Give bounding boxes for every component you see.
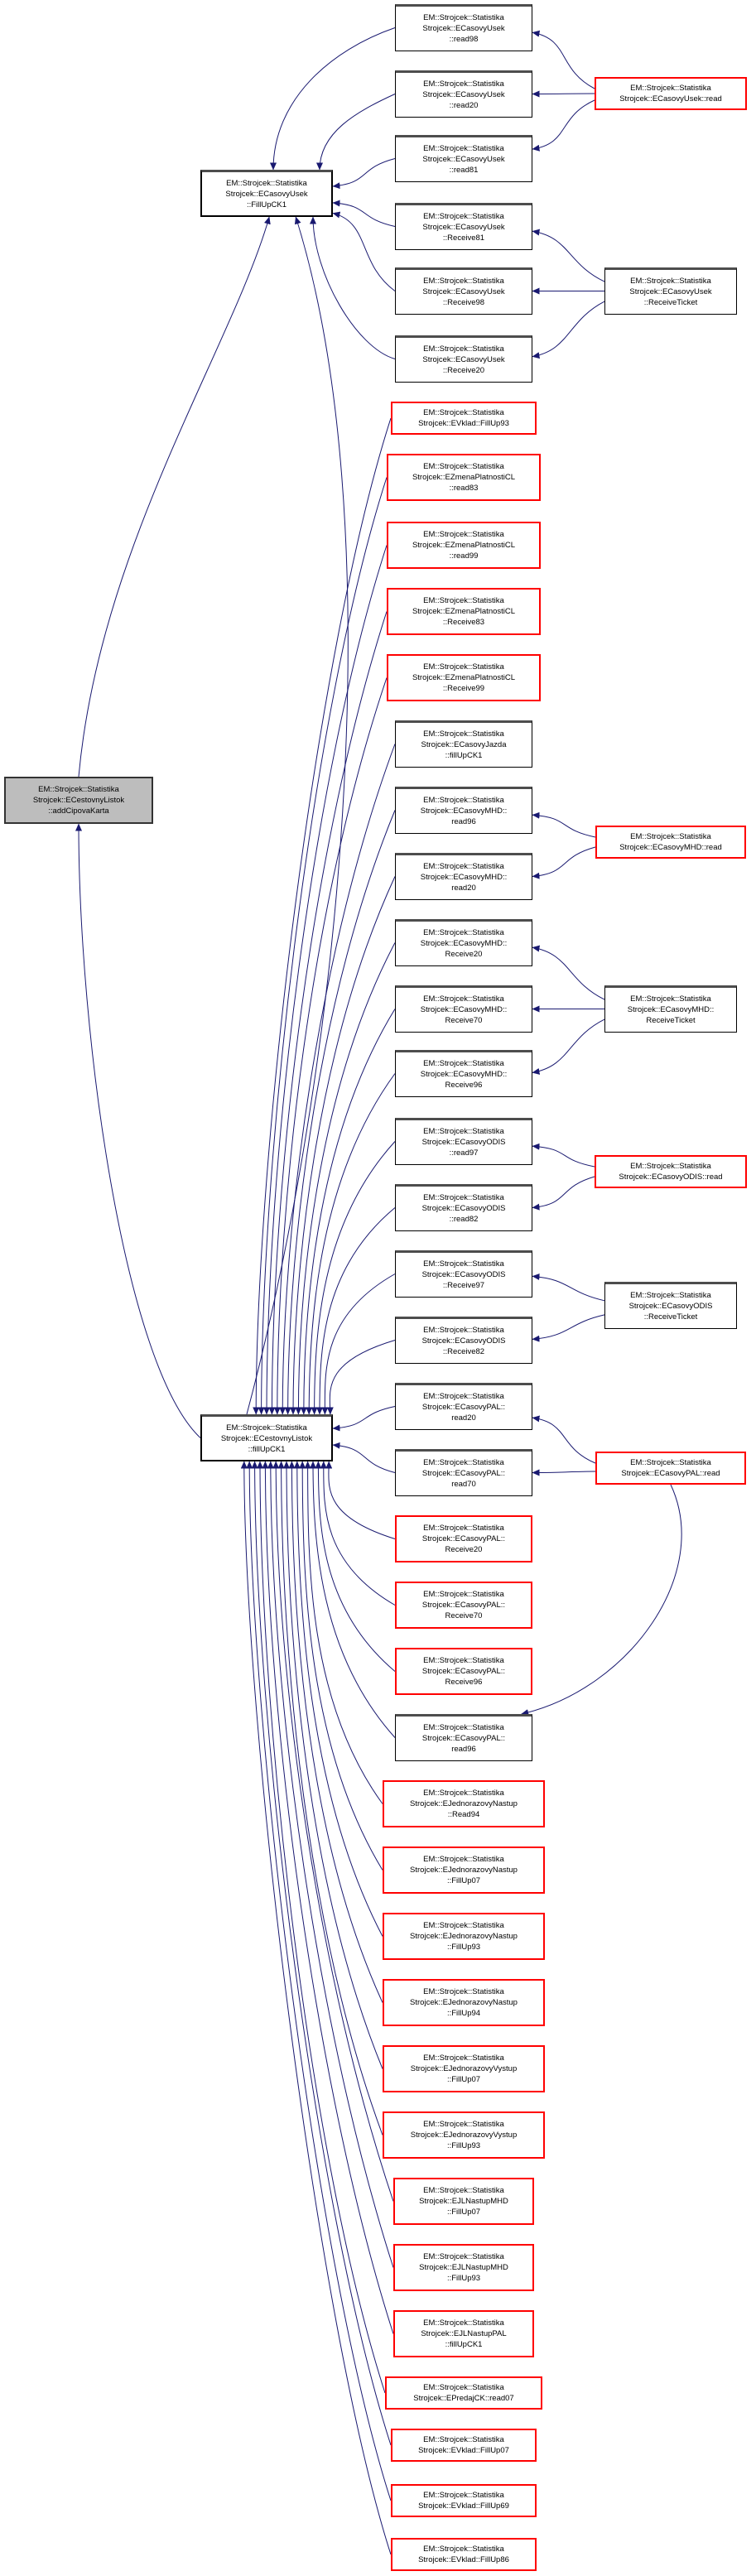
node-label-line: EM::Strojcek::Statistika bbox=[423, 2435, 504, 2444]
node-label-line: Strojcek::ECasovyODIS bbox=[421, 1270, 506, 1279]
graph-node-n31[interactable] bbox=[383, 1979, 545, 2026]
node-label-line: Strojcek::EJednorazovyNastup bbox=[410, 1932, 518, 1941]
node-label-line: EM::Strojcek::Statistika bbox=[423, 530, 504, 539]
node-label-line: ::Receive99 bbox=[442, 684, 485, 693]
node-label-line: Receive96 bbox=[445, 1081, 483, 1090]
node-label-line: ::ReceiveTicket bbox=[643, 1312, 698, 1322]
node-label-line: Strojcek::EVklad::FillUp93 bbox=[418, 419, 509, 428]
node-label-line: Strojcek::EJednorazovyNastup bbox=[410, 1866, 518, 1875]
graph-edge bbox=[333, 159, 395, 186]
node-label-line: ::read98 bbox=[449, 35, 479, 44]
graph-edge bbox=[304, 1009, 395, 1415]
node-label-line: ::ReceiveTicket bbox=[643, 298, 698, 307]
node-label-line: Strojcek::EJLNastupMHD bbox=[419, 2263, 508, 2272]
graph-edge bbox=[532, 1146, 595, 1167]
node-label-line: ::Receive97 bbox=[442, 1281, 485, 1290]
node-label-line: EM::Strojcek::Statistika bbox=[423, 2054, 504, 2063]
graph-node-n40[interactable] bbox=[391, 2538, 537, 2571]
graph-node-n3[interactable] bbox=[395, 135, 532, 182]
graph-edge bbox=[325, 1274, 395, 1415]
node-label-line: Strojcek::ECasovyPAL:: bbox=[421, 1534, 506, 1543]
node-label-line: Strojcek::ECasovyPAL:: bbox=[421, 1469, 506, 1478]
graph-node-h0 bbox=[4, 777, 153, 824]
node-label-line: ::read83 bbox=[449, 484, 479, 493]
node-label-line: EM::Strojcek::Statistika bbox=[423, 2120, 504, 2129]
node-label-line: EM::Strojcek::Statistika bbox=[423, 344, 504, 354]
graph-node-n28[interactable] bbox=[383, 1780, 545, 1827]
graph-edge bbox=[532, 815, 595, 837]
graph-edge bbox=[297, 1461, 383, 1937]
graph-edge bbox=[267, 546, 387, 1415]
node-label-line: EM::Strojcek::Statistika bbox=[423, 596, 504, 605]
graph-node-n24[interactable] bbox=[395, 1515, 532, 1562]
node-label-line: Receive96 bbox=[445, 1678, 483, 1687]
node-label-line: EM::Strojcek::Statistika bbox=[423, 1524, 504, 1533]
graph-edge bbox=[282, 1461, 383, 2135]
node-label-line: ::FillUp93 bbox=[446, 1943, 481, 1952]
graph-edge bbox=[333, 203, 395, 227]
node-label-line: ::Receive83 bbox=[442, 618, 485, 627]
graph-node-n10[interactable] bbox=[387, 588, 541, 635]
graph-edge bbox=[532, 231, 604, 282]
node-label-line: EM::Strojcek::Statistika bbox=[423, 2318, 504, 2328]
node-label-line: Strojcek::ECasovyUsek bbox=[225, 189, 308, 199]
node-label-line: Strojcek::EJLNastupMHD bbox=[419, 2197, 508, 2206]
node-label-line: ::Read94 bbox=[447, 1810, 480, 1819]
graph-node-h1[interactable] bbox=[200, 170, 333, 217]
graph-node-n38[interactable] bbox=[391, 2429, 537, 2462]
node-label-line: EM::Strojcek::Statistika bbox=[630, 832, 711, 841]
node-label-line: ::Receive20 bbox=[442, 366, 485, 375]
node-label-line: EM::Strojcek::Statistika bbox=[423, 796, 504, 805]
node-label-line: EM::Strojcek::Statistika bbox=[423, 1789, 504, 1798]
graph-edge bbox=[333, 1407, 395, 1429]
graph-edge bbox=[333, 1445, 395, 1472]
graph-edge bbox=[532, 1418, 595, 1463]
node-label-line: EM::Strojcek::Statistika bbox=[423, 1127, 504, 1136]
node-label-line: Strojcek::EVklad::FillUp86 bbox=[418, 2555, 509, 2564]
node-label-line: Strojcek::ECasovyUsek bbox=[422, 24, 505, 33]
graph-node-n8[interactable] bbox=[387, 454, 541, 501]
graph-node-n36[interactable] bbox=[393, 2310, 534, 2357]
graph-edge bbox=[532, 100, 595, 149]
node-label-line: ::FillUp07 bbox=[446, 1876, 481, 1885]
graph-edge bbox=[329, 1461, 395, 1539]
node-label-line: EM::Strojcek::Statistika bbox=[630, 277, 711, 286]
node-label-line: Receive20 bbox=[445, 950, 483, 959]
node-label-line: Receive20 bbox=[445, 1545, 483, 1554]
node-label-line: EM::Strojcek::Statistika bbox=[38, 785, 119, 794]
node-label-line: EM::Strojcek::Statistika bbox=[630, 1291, 711, 1300]
node-label-line: Strojcek::ECasovyMHD:: bbox=[627, 1005, 715, 1014]
node-label-line: Strojcek::ECasovyPAL:: bbox=[421, 1403, 506, 1412]
graph-node-n26[interactable] bbox=[395, 1648, 532, 1695]
graph-node-n21[interactable] bbox=[395, 1317, 532, 1364]
node-label-line: EM::Strojcek::Statistika bbox=[423, 1193, 504, 1202]
graph-node-n6[interactable] bbox=[395, 335, 532, 383]
graph-edge bbox=[313, 217, 395, 359]
graph-node-rA[interactable] bbox=[595, 77, 747, 110]
graph-node-rD[interactable] bbox=[604, 985, 737, 1033]
node-label-line: EM::Strojcek::Statistika bbox=[423, 1392, 504, 1401]
graph-edge bbox=[532, 32, 595, 89]
graph-node-n1[interactable] bbox=[395, 4, 532, 51]
node-label-line: EM::Strojcek::Statistika bbox=[423, 1921, 504, 1930]
node-label-line: Strojcek::ECestovnyListok bbox=[220, 1433, 313, 1443]
node-label-line: ::FillUp93 bbox=[446, 2141, 481, 2150]
node-label-line: Strojcek::EVklad::FillUp07 bbox=[418, 2446, 509, 2455]
node-label-line: EM::Strojcek::Statistika bbox=[423, 1259, 504, 1269]
node-label-line: EM::Strojcek::Statistika bbox=[423, 408, 504, 417]
graph-node-n14[interactable] bbox=[395, 853, 532, 900]
node-label-line: ::fillUpCK1 bbox=[445, 751, 483, 760]
node-label-line: EM::Strojcek::Statistika bbox=[423, 144, 504, 153]
node-label-line: Strojcek::ECasovyODIS bbox=[421, 1204, 506, 1213]
node-label-line: Strojcek::ECasovyJazda bbox=[421, 740, 507, 749]
graph-node-n16[interactable] bbox=[395, 985, 532, 1033]
graph-edge bbox=[308, 1461, 383, 1804]
node-label-line: read20 bbox=[451, 1413, 476, 1423]
node-label-line: Strojcek::ECasovyMHD::read bbox=[619, 843, 722, 852]
node-label-line: Strojcek::ECasovyUsek bbox=[422, 355, 505, 364]
node-label-line: Strojcek::ECasovyMHD:: bbox=[420, 1005, 508, 1014]
node-label-line: EM::Strojcek::Statistika bbox=[423, 212, 504, 221]
node-label-line: EM::Strojcek::Statistika bbox=[423, 994, 504, 1004]
graph-node-n27[interactable] bbox=[395, 1714, 532, 1761]
graph-edge bbox=[79, 217, 269, 777]
graph-edge bbox=[318, 1461, 395, 1672]
node-label-line: ReceiveTicket bbox=[646, 1016, 696, 1025]
graph-edge bbox=[320, 94, 395, 171]
graph-node-n5[interactable] bbox=[395, 267, 532, 315]
node-label-line: ::read99 bbox=[449, 551, 479, 561]
graph-edge bbox=[315, 1142, 395, 1415]
graph-node-n32[interactable] bbox=[383, 2045, 545, 2092]
graph-node-rE[interactable] bbox=[595, 1155, 747, 1188]
graph-edge bbox=[320, 1208, 395, 1415]
graph-edge bbox=[532, 1019, 604, 1072]
node-label-line: EM::Strojcek::Statistika bbox=[423, 729, 504, 739]
node-label-line: Strojcek::EVklad::FillUp69 bbox=[418, 2501, 509, 2511]
node-label-line: ::read81 bbox=[449, 166, 479, 175]
graph-edge bbox=[273, 28, 395, 171]
node-label-line: EM::Strojcek::Statistika bbox=[423, 2491, 504, 2500]
graph-node-n25[interactable] bbox=[395, 1582, 532, 1629]
graph-node-n29[interactable] bbox=[383, 1847, 545, 1894]
node-label-line: EM::Strojcek::Statistika bbox=[226, 178, 307, 188]
node-label-line: read20 bbox=[451, 884, 476, 893]
node-label-line: ::Receive82 bbox=[442, 1347, 485, 1356]
node-label-line: Strojcek::ECasovyUsek bbox=[629, 287, 712, 296]
graph-node-n34[interactable] bbox=[393, 2178, 534, 2225]
graph-edge bbox=[260, 1461, 385, 2393]
node-label-line: EM::Strojcek::Statistika bbox=[423, 13, 504, 22]
graph-node-rG[interactable] bbox=[595, 1452, 746, 1485]
graph-node-n33[interactable] bbox=[383, 2111, 545, 2159]
graph-edge bbox=[271, 1461, 393, 2268]
node-label-line: Strojcek::EJednorazovyNastup bbox=[410, 1799, 518, 1808]
node-label-line: Receive70 bbox=[445, 1611, 483, 1620]
graph-edge bbox=[298, 943, 395, 1415]
node-label-line: Strojcek::ECasovyODIS bbox=[628, 1302, 713, 1311]
node-label-line: Strojcek::EZmenaPlatnostiCL bbox=[412, 473, 516, 482]
node-label-line: EM::Strojcek::Statistika bbox=[630, 994, 711, 1004]
node-label-line: ::Receive81 bbox=[442, 234, 485, 243]
graph-node-n15[interactable] bbox=[395, 919, 532, 966]
graph-node-n37[interactable] bbox=[385, 2376, 542, 2410]
node-label-line: EM::Strojcek::Statistika bbox=[423, 2252, 504, 2261]
graph-edge bbox=[532, 847, 595, 877]
graph-node-n23[interactable] bbox=[395, 1449, 532, 1496]
graph-node-n30[interactable] bbox=[383, 1913, 545, 1960]
graph-node-n39[interactable] bbox=[391, 2484, 537, 2517]
node-label-line: Strojcek::ECasovyODIS bbox=[421, 1138, 506, 1147]
graph-edge bbox=[276, 1461, 393, 2202]
graph-node-n18[interactable] bbox=[395, 1118, 532, 1165]
graph-edge bbox=[302, 1461, 383, 1871]
node-label-line: Strojcek::ECasovyPAL:: bbox=[421, 1734, 506, 1743]
node-label-line: EM::Strojcek::Statistika bbox=[423, 2545, 504, 2554]
graph-node-rB[interactable] bbox=[604, 267, 737, 315]
node-label-line: EM::Strojcek::Statistika bbox=[423, 928, 504, 937]
node-label-line: EM::Strojcek::Statistika bbox=[423, 1458, 504, 1467]
node-label-line: EM::Strojcek::Statistika bbox=[423, 1590, 504, 1599]
graph-node-n12[interactable] bbox=[395, 720, 532, 768]
node-label-line: EM::Strojcek::Statistika bbox=[423, 1059, 504, 1068]
node-label-line: EM::Strojcek::Statistika bbox=[226, 1423, 307, 1432]
graph-edge bbox=[522, 1485, 681, 1714]
node-label-line: ::read82 bbox=[449, 1215, 479, 1224]
node-label-line: Strojcek::ECasovyMHD:: bbox=[420, 1070, 508, 1079]
node-label-line: Strojcek::EJednorazovyVystup bbox=[410, 2064, 518, 2073]
node-label-line: EM::Strojcek::Statistika bbox=[423, 2383, 504, 2392]
graph-node-rF[interactable] bbox=[604, 1282, 737, 1329]
node-label-line: ::FillUp93 bbox=[446, 2274, 481, 2283]
node-label-line: Strojcek::ECasovyUsek bbox=[422, 287, 505, 296]
node-label-line: ::addCipovaKarta bbox=[48, 807, 109, 816]
node-label-line: Strojcek::ECasovyPAL:: bbox=[421, 1601, 506, 1610]
node-label-line: EM::Strojcek::Statistika bbox=[423, 79, 504, 89]
node-label-line: Strojcek::EPredajCK::read07 bbox=[413, 2394, 514, 2403]
node-label-line: EM::Strojcek::Statistika bbox=[423, 2186, 504, 2195]
node-label-line: EM::Strojcek::Statistika bbox=[423, 862, 504, 871]
graph-node-n22[interactable] bbox=[395, 1383, 532, 1430]
node-label-line: Strojcek::ECasovyMHD:: bbox=[420, 807, 508, 816]
node-label-line: EM::Strojcek::Statistika bbox=[423, 1656, 504, 1665]
node-label-line: ::fillUpCK1 bbox=[248, 1444, 286, 1454]
node-label-line: Strojcek::EJednorazovyNastup bbox=[410, 1998, 518, 2007]
node-label-line: ::FillUpCK1 bbox=[246, 200, 287, 209]
graph-node-n35[interactable] bbox=[393, 2244, 534, 2291]
node-label-line: ::read97 bbox=[449, 1148, 479, 1158]
node-label-line: ::FillUp07 bbox=[446, 2208, 481, 2217]
node-label-line: Strojcek::EJednorazovyVystup bbox=[410, 2131, 518, 2140]
graph-edge bbox=[532, 1276, 604, 1300]
node-label-line: EM::Strojcek::Statistika bbox=[630, 1458, 711, 1467]
node-label-line: Strojcek::ECasovyUsek::read bbox=[619, 94, 722, 104]
node-label-line: Strojcek::EZmenaPlatnostiCL bbox=[412, 541, 516, 550]
graph-node-n7[interactable] bbox=[391, 402, 537, 435]
graph-node-n13[interactable] bbox=[395, 787, 532, 834]
node-label-line: EM::Strojcek::Statistika bbox=[423, 277, 504, 286]
graph-node-n4[interactable] bbox=[395, 203, 532, 250]
node-label-line: Strojcek::ECasovyUsek bbox=[422, 90, 505, 99]
node-label-line: Strojcek::ECasovyUsek bbox=[422, 223, 505, 232]
graph-node-h2[interactable] bbox=[200, 1414, 333, 1461]
graph-node-n19[interactable] bbox=[395, 1184, 532, 1231]
node-label-line: Strojcek::ECasovyODIS::read bbox=[619, 1172, 723, 1182]
node-label-line: Receive70 bbox=[445, 1016, 483, 1025]
graph-edge bbox=[532, 1315, 604, 1339]
graph-edge bbox=[333, 213, 395, 291]
node-label-line: read70 bbox=[451, 1480, 476, 1489]
graph-node-n11[interactable] bbox=[387, 654, 541, 701]
graph-node-rC[interactable] bbox=[595, 826, 746, 859]
graph-edge bbox=[255, 1461, 391, 2445]
node-label-line: Strojcek::ECasovyMHD:: bbox=[420, 939, 508, 948]
node-label-line: Strojcek::EZmenaPlatnostiCL bbox=[412, 673, 516, 682]
graph-node-n2[interactable] bbox=[395, 70, 532, 118]
node-label-line: EM::Strojcek::Statistika bbox=[630, 1162, 711, 1171]
node-label-line: ::FillUp07 bbox=[446, 2075, 481, 2084]
graph-edge bbox=[309, 1074, 395, 1415]
node-label-line: ::Receive98 bbox=[442, 298, 485, 307]
node-label-line: Strojcek::ECasovyUsek bbox=[422, 155, 505, 164]
graph-edge bbox=[532, 1471, 595, 1473]
graph-node-n9[interactable] bbox=[387, 522, 541, 569]
node-label-line: read96 bbox=[451, 1745, 476, 1754]
node-label-line: ::FillUp94 bbox=[446, 2009, 481, 2018]
node-label-line: ::read20 bbox=[449, 101, 479, 110]
node-label-line: EM::Strojcek::Statistika bbox=[630, 84, 711, 93]
graph-edge bbox=[277, 678, 387, 1415]
node-label-line: ::fillUpCK1 bbox=[445, 2340, 483, 2349]
graph-edge bbox=[330, 1341, 395, 1415]
graph-edge bbox=[287, 1461, 383, 2069]
graph-edge bbox=[532, 947, 604, 999]
node-label-line: Strojcek::EZmenaPlatnostiCL bbox=[412, 607, 516, 616]
node-label-line: Strojcek::EJLNastupPAL bbox=[421, 2329, 507, 2338]
node-label-line: Strojcek::ECestovnyListok bbox=[32, 796, 125, 805]
graph-edge bbox=[291, 1461, 383, 2003]
graph-node-n17[interactable] bbox=[395, 1050, 532, 1097]
node-label-line: Strojcek::ECasovyMHD:: bbox=[420, 873, 508, 882]
node-label-line: Strojcek::ECasovyPAL::read bbox=[621, 1469, 720, 1478]
graph-node-n20[interactable] bbox=[395, 1250, 532, 1298]
node-label-line: EM::Strojcek::Statistika bbox=[423, 1326, 504, 1335]
node-label-line: EM::Strojcek::Statistika bbox=[423, 462, 504, 471]
node-label-line: EM::Strojcek::Statistika bbox=[423, 1723, 504, 1732]
node-label-line: Strojcek::ECasovyODIS bbox=[421, 1336, 506, 1346]
node-label-line: read96 bbox=[451, 817, 476, 826]
graph-edge bbox=[79, 824, 200, 1438]
graph-edge bbox=[532, 301, 604, 357]
node-label-line: EM::Strojcek::Statistika bbox=[423, 1987, 504, 1996]
node-label-line: Strojcek::ECasovyPAL:: bbox=[421, 1667, 506, 1676]
graph-edge bbox=[532, 1177, 595, 1208]
node-label-line: EM::Strojcek::Statistika bbox=[423, 662, 504, 672]
node-label-line: EM::Strojcek::Statistika bbox=[423, 1855, 504, 1864]
